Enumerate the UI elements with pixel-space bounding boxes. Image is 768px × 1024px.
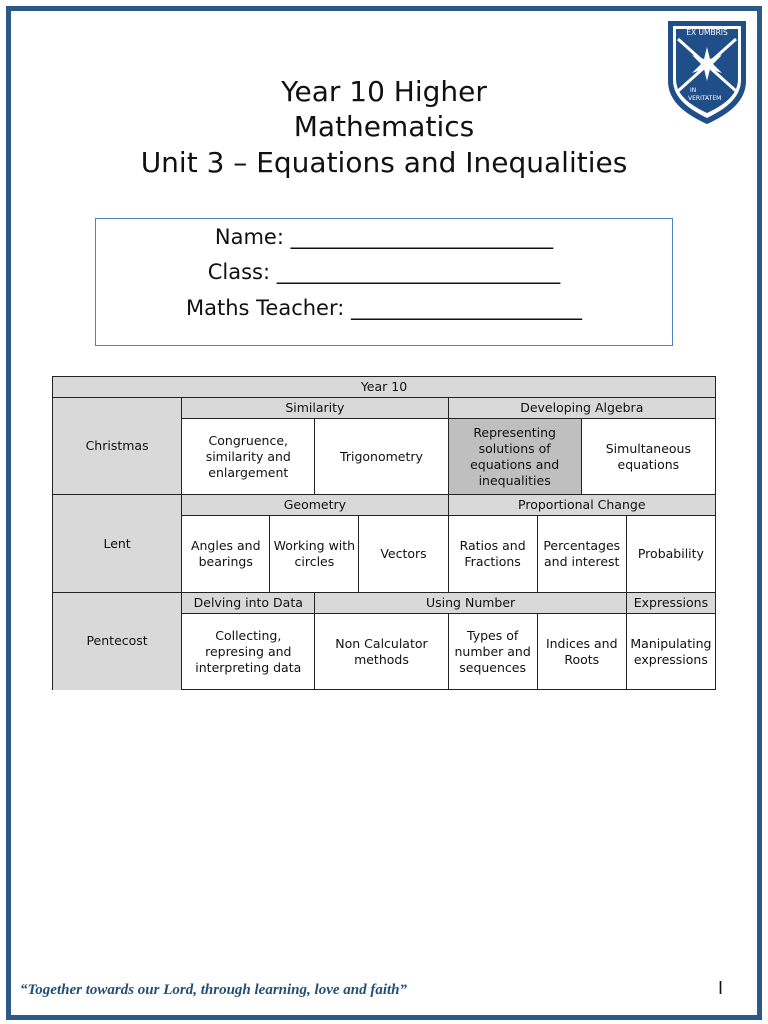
class-field[interactable]: Class: ___________________________: [207, 260, 561, 284]
topic-probability: Probability: [626, 516, 715, 593]
topic-indices-roots: Indices and Roots: [537, 614, 626, 690]
topic-percentages: Percentages and interest: [537, 516, 626, 593]
title-line-3: Unit 3 – Equations and Inequalities: [140, 146, 628, 179]
topic-vectors: Vectors: [359, 516, 448, 593]
topic-representing-solutions: Representing solutions of equations and inequalities: [448, 419, 581, 495]
topic-simultaneous-equations: Simultaneous equations: [581, 419, 715, 495]
block-expressions: Expressions: [626, 593, 715, 614]
term-pentecost: Pentecost: [53, 593, 182, 690]
block-delving-data: Delving into Data: [182, 593, 315, 614]
topic-collecting-data: Collecting, represing and interpreting data: [182, 614, 315, 690]
student-info-box: [95, 218, 673, 346]
title-line-1: Year 10 Higher: [281, 75, 487, 108]
name-field[interactable]: Name: _________________________: [214, 225, 554, 249]
topic-manipulating-expressions: Manipulating expressions: [626, 614, 715, 690]
block-using-number: Using Number: [315, 593, 626, 614]
page-number: I: [718, 978, 724, 998]
svg-text:VERITATEM: VERITATEM: [688, 95, 722, 102]
year-header: Year 10: [53, 377, 716, 398]
topic-types-of-number: Types of number and sequences: [448, 614, 537, 690]
block-proportional-change: Proportional Change: [448, 495, 715, 516]
svg-text:IN: IN: [690, 87, 697, 94]
topic-trigonometry: Trigonometry: [315, 419, 448, 495]
school-crest-logo: [666, 19, 748, 125]
maths-teacher-field[interactable]: Maths Teacher: ______________________: [186, 296, 582, 320]
topic-angles-bearings: Angles and bearings: [182, 516, 270, 593]
school-motto: “Together towards our Lord, through learning, love and faith”: [20, 982, 408, 998]
block-developing-algebra: Developing Algebra: [448, 398, 715, 419]
svg-text:EX UMBRIS: EX UMBRIS: [686, 28, 728, 37]
topic-circles: Working with circles: [270, 516, 359, 593]
term-christmas: Christmas: [53, 398, 182, 495]
block-geometry: Geometry: [182, 495, 448, 516]
title-line-2: Mathematics: [293, 110, 475, 143]
topic-non-calculator: Non Calculator methods: [315, 614, 448, 690]
topic-congruence: Congruence, similarity and enlargement: [182, 419, 315, 495]
term-lent: Lent: [53, 495, 182, 593]
year-10-timetable: [52, 376, 716, 690]
block-similarity: Similarity: [182, 398, 448, 419]
topic-ratios-fractions: Ratios and Fractions: [448, 516, 537, 593]
